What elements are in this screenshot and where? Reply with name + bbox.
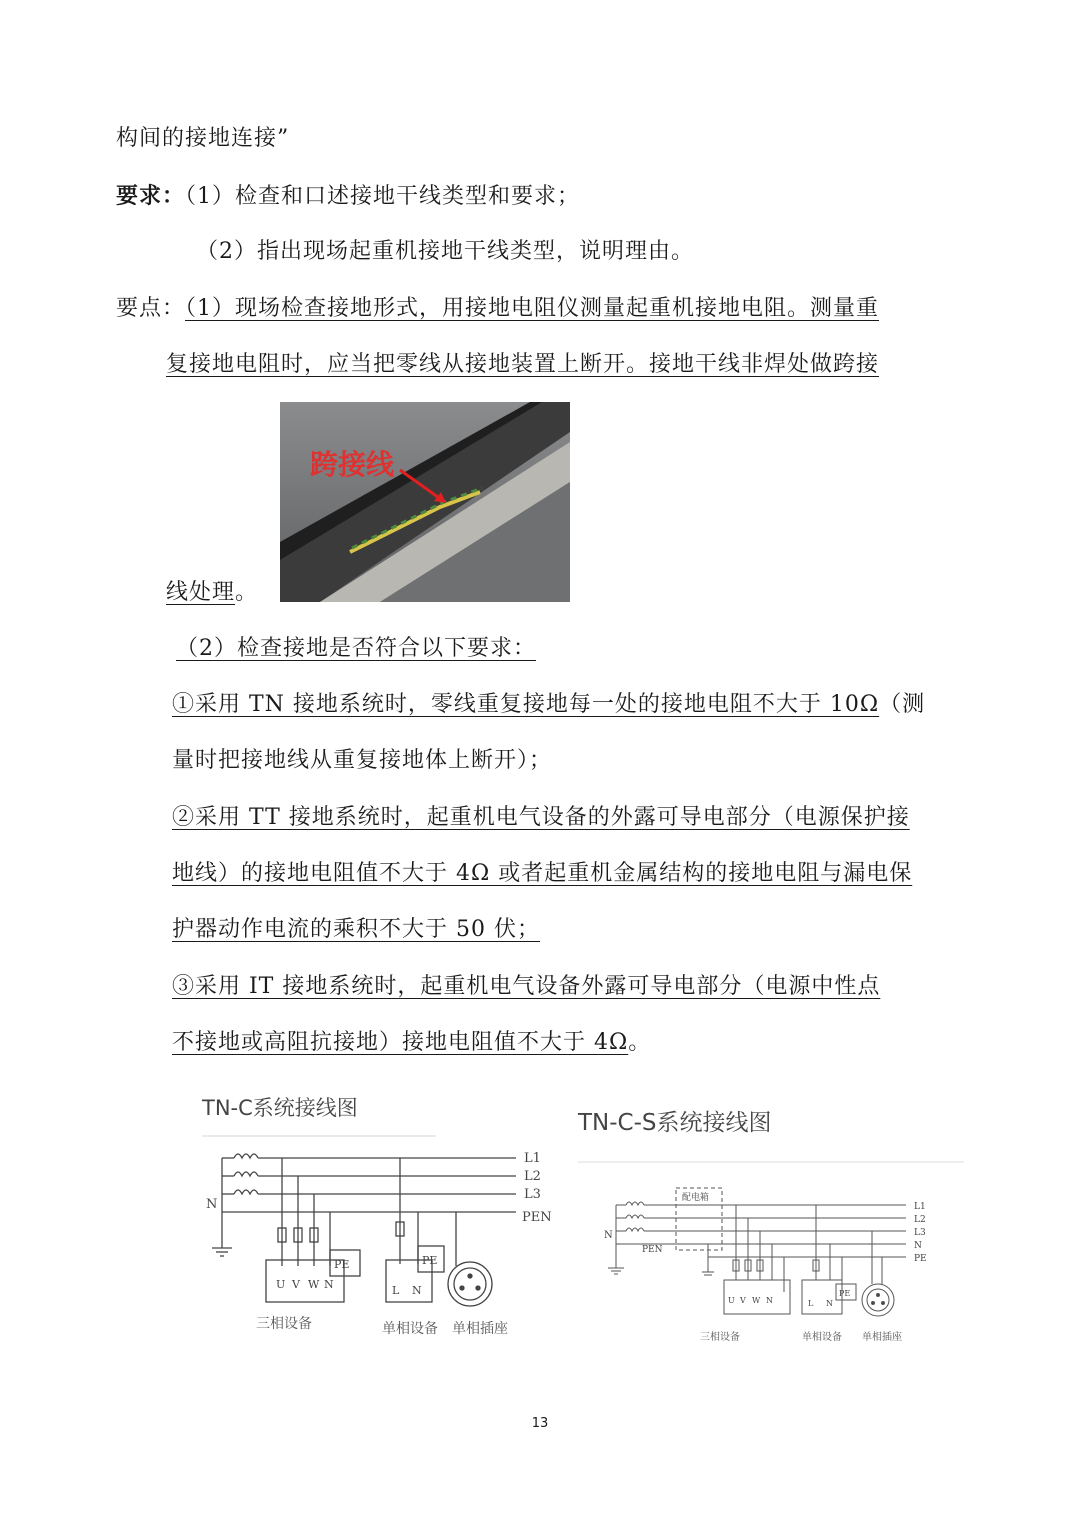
requirement-label: 要求： [116, 183, 186, 209]
photo-label: 跨接线 [310, 448, 395, 481]
line-label: L2 [524, 1169, 541, 1184]
terminal-label: N [324, 1278, 334, 1291]
terminal-label: N [826, 1299, 833, 1308]
caption: 单相插座 [862, 1332, 902, 1343]
line-label: PEN [522, 1210, 552, 1225]
terminal-label: L [392, 1284, 400, 1297]
line-label: L2 [914, 1215, 926, 1225]
pe-label: PE [334, 1258, 350, 1271]
item-2-line-2: 地线）的接地电阻值不大于 4Ω 或者起重机金属结构的接地电阻与漏电保 [172, 861, 913, 886]
key-point-2: （2）检查接地是否符合以下要求： [176, 636, 536, 661]
terminal-label: U [276, 1278, 286, 1291]
item-1-line-1 [172, 690, 925, 720]
line-label: L3 [914, 1228, 926, 1238]
line-label: L1 [524, 1151, 541, 1166]
line-label: L1 [914, 1202, 926, 1212]
text-line: 构间的接地连接” [116, 126, 290, 151]
caption: 单相插座 [452, 1321, 508, 1337]
terminal-label: V [292, 1278, 300, 1291]
n-label: N [604, 1230, 613, 1241]
caption: 单相设备 [382, 1321, 438, 1337]
item-3-line-1: ③采用 IT 接地系统时，起重机电气设备外露可导电部分（电源中性点 [172, 974, 881, 999]
requirement-1 [116, 181, 580, 212]
item-1-tail: （测 [879, 692, 926, 717]
diagram-title: TN-C系统接线图 [202, 1096, 358, 1120]
terminal-label: N [412, 1284, 422, 1297]
rail-photo [280, 402, 570, 602]
key-point-1-end-punct: 。 [235, 580, 259, 605]
key-point-label: 要点： [116, 296, 186, 321]
key-point-1-end-text: 线处理 [166, 580, 236, 605]
requirement-2: （2）指出现场起重机接地干线类型，说明理由。 [196, 239, 694, 264]
item-2-line-1: ②采用 TT 接地系统时，起重机电气设备的外露可导电部分（电源保护接 [172, 805, 910, 830]
terminal-label: V [740, 1296, 746, 1305]
terminal-label: L [808, 1299, 814, 1308]
key-point-1 [116, 294, 879, 324]
item-1-text: ①采用 TN 接地系统时，零线重复接地每一处的接地电阻不大于 10Ω [172, 692, 880, 717]
requirement-text: （1）检查和口述接地干线类型和要求； [185, 184, 581, 209]
pen-label: PEN [642, 1245, 663, 1255]
key-point-1-cont: 复接地电阻时，应当把零线从接地装置上断开。接地干线非焊处做跨接 [166, 352, 880, 377]
item-3-text: 不接地或高阻抗接地）接地电阻值不大于 4Ω [172, 1030, 629, 1055]
item-3-end: 。 [628, 1030, 652, 1055]
terminal-label: N [766, 1296, 773, 1305]
pe-label: PE [422, 1254, 438, 1267]
key-point-text: （1）现场检查接地形式，用接地电阻仪测量起重机接地电阻。测量重 [185, 296, 880, 321]
caption: 三相设备 [700, 1332, 740, 1343]
terminal-label: W [308, 1278, 320, 1291]
item-3-line-2 [172, 1028, 651, 1058]
tn-c-s-diagram [576, 1100, 966, 1350]
terminal-label: W [752, 1296, 761, 1305]
item-2-line-3: 护器动作电流的乘积不大于 50 伏； [172, 917, 540, 942]
line-label: L3 [524, 1187, 541, 1202]
line-label: N [914, 1241, 922, 1251]
caption: 三相设备 [256, 1316, 312, 1332]
page-number: 13 [531, 1416, 549, 1431]
line-label: PE [914, 1254, 927, 1264]
distribution-box-label: 配电箱 [682, 1193, 710, 1203]
caption: 单相设备 [802, 1332, 842, 1343]
tn-c-diagram [196, 1088, 556, 1348]
item-1-line-2: 量时把接地线从重复接地体上断开）； [172, 748, 553, 773]
terminal-label: U [728, 1296, 735, 1305]
n-label: N [206, 1197, 218, 1212]
diagram-title: TN-C-S系统接线图 [578, 1110, 772, 1136]
key-point-1-end [166, 578, 258, 608]
pe-label: PE [839, 1289, 851, 1298]
